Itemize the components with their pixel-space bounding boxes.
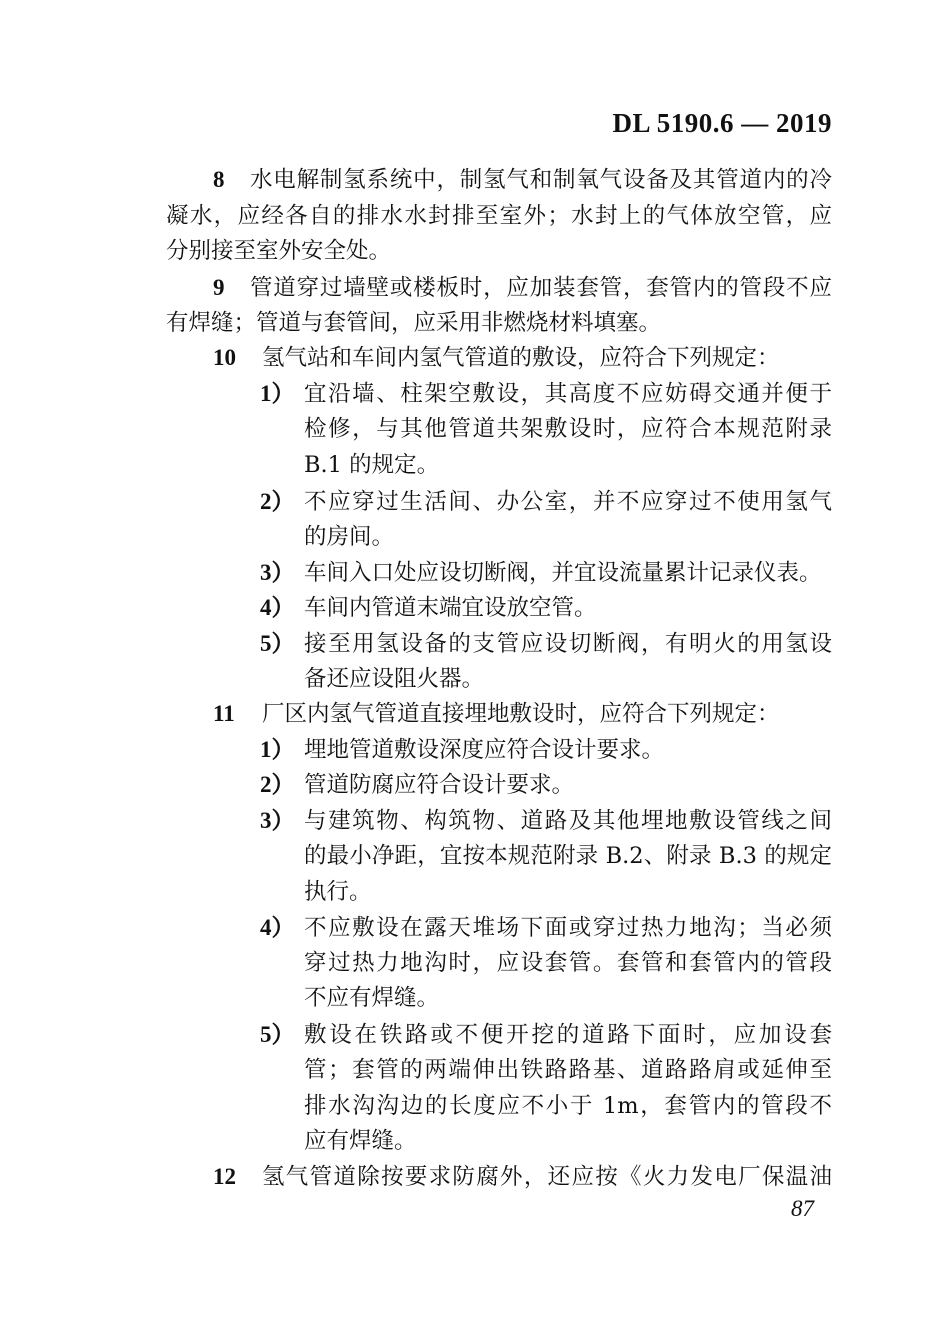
clause-11-item-4-line-1: 不应敷设在露天堆场下面或穿过热力地沟；当必须: [304, 915, 832, 941]
page-number: 87: [791, 1196, 814, 1221]
clause-10-item-1-line-3: B.1 的规定。: [304, 452, 440, 478]
clause-11-item-5-line-3: 排水沟沟边的长度应不小于 1m，套管内的管段不: [304, 1093, 832, 1119]
clause-11-item-4-line-3: 不应有焊缝。: [304, 985, 440, 1011]
clause-10-item-5-line-2: 备还应设阻火器。: [304, 666, 485, 692]
clause-9-number: 9: [213, 275, 225, 300]
clause-10-item-3-line-1: 车间入口处应设切断阀，并宜设流量累计记录仪表。: [304, 560, 822, 586]
clause-11-intro: 厂区内氢气管道直接埋地敷设时，应符合下列规定：: [262, 701, 780, 727]
clause-8-number: 8: [213, 167, 225, 192]
clause-10-number: 10: [213, 345, 236, 370]
clause-11-item-4-number: 4）: [260, 915, 295, 940]
clause-10-item-2-line-2: 的房间。: [304, 524, 395, 550]
standard-code: DL 5190.6 — 2019: [612, 108, 832, 138]
clause-11-item-1-number: 1）: [260, 737, 295, 762]
clause-10-item-5-line-1: 接至用氢设备的支管应设切断阀，有明火的用氢设: [304, 631, 832, 657]
clause-11-item-5-line-1: 敷设在铁路或不便开挖的道路下面时，应加设套: [304, 1022, 832, 1048]
clause-11-item-3-line-3: 执行。: [304, 879, 372, 905]
clause-8-line-3: 分别接至室外安全处。: [166, 238, 392, 264]
clause-11-item-5-line-2: 管；套管的两端伸出铁路路基、道路路肩或延伸至: [304, 1057, 832, 1083]
clause-11-item-5-line-4: 应有焊缝。: [304, 1128, 417, 1154]
clause-12-line-1: 氢气管道除按要求防腐外，还应按《火力发电厂保温油: [262, 1164, 832, 1190]
clause-11-item-3-line-1: 与建筑物、构筑物、道路及其他埋地敷设管线之间: [304, 808, 832, 834]
clause-9-line-2: 有焊缝；管道与套管间，应采用非燃烧材料填塞。: [166, 310, 662, 336]
clause-10-intro: 氢气站和车间内氢气管道的敷设，应符合下列规定：: [262, 345, 780, 371]
clause-11-item-2-line-1: 管道防腐应符合设计要求。: [304, 772, 575, 798]
clause-10-item-3-number: 3）: [260, 560, 295, 585]
clause-10-item-1-number: 1）: [260, 381, 295, 406]
clause-11-item-5-number: 5）: [260, 1022, 295, 1047]
clause-11-number: 11: [213, 701, 235, 726]
clause-10-item-5-number: 5）: [260, 631, 295, 656]
clause-11-item-3-line-2: 的最小净距，宜按本规范附录 B.2、附录 B.3 的规定: [304, 843, 832, 869]
clause-12-number: 12: [213, 1164, 236, 1189]
clause-11-item-3-number: 3）: [260, 808, 295, 833]
clause-10-item-4-number: 4）: [260, 595, 295, 620]
clause-10-item-2-line-1: 不应穿过生活间、办公室，并不应穿过不使用氢气: [304, 489, 832, 515]
clause-11-item-4-line-2: 穿过热力地沟时，应设套管。套管和套管内的管段: [304, 950, 832, 976]
clause-10-item-2-number: 2）: [260, 489, 295, 514]
clause-10-item-1-line-1: 宜沿墙、柱架空敷设，其高度不应妨碍交通并便于: [304, 381, 832, 407]
clause-11-item-1-line-1: 埋地管道敷设深度应符合设计要求。: [304, 737, 665, 763]
clause-10-item-1-line-2: 检修，与其他管道共架敷设时，应符合本规范附录: [304, 416, 832, 442]
clause-8-line-2: 凝水，应经各自的排水水封排至室外；水封上的气体放空管，应: [166, 203, 832, 229]
clause-8-line-1: 水电解制氢系统中，制氢气和制氧气设备及其管道内的冷: [250, 167, 832, 193]
clause-10-item-4-line-1: 车间内管道末端宜设放空管。: [304, 595, 597, 621]
clause-11-item-2-number: 2）: [260, 772, 295, 797]
clause-9-line-1: 管道穿过墙壁或楼板时，应加装套管，套管内的管段不应: [250, 275, 832, 301]
